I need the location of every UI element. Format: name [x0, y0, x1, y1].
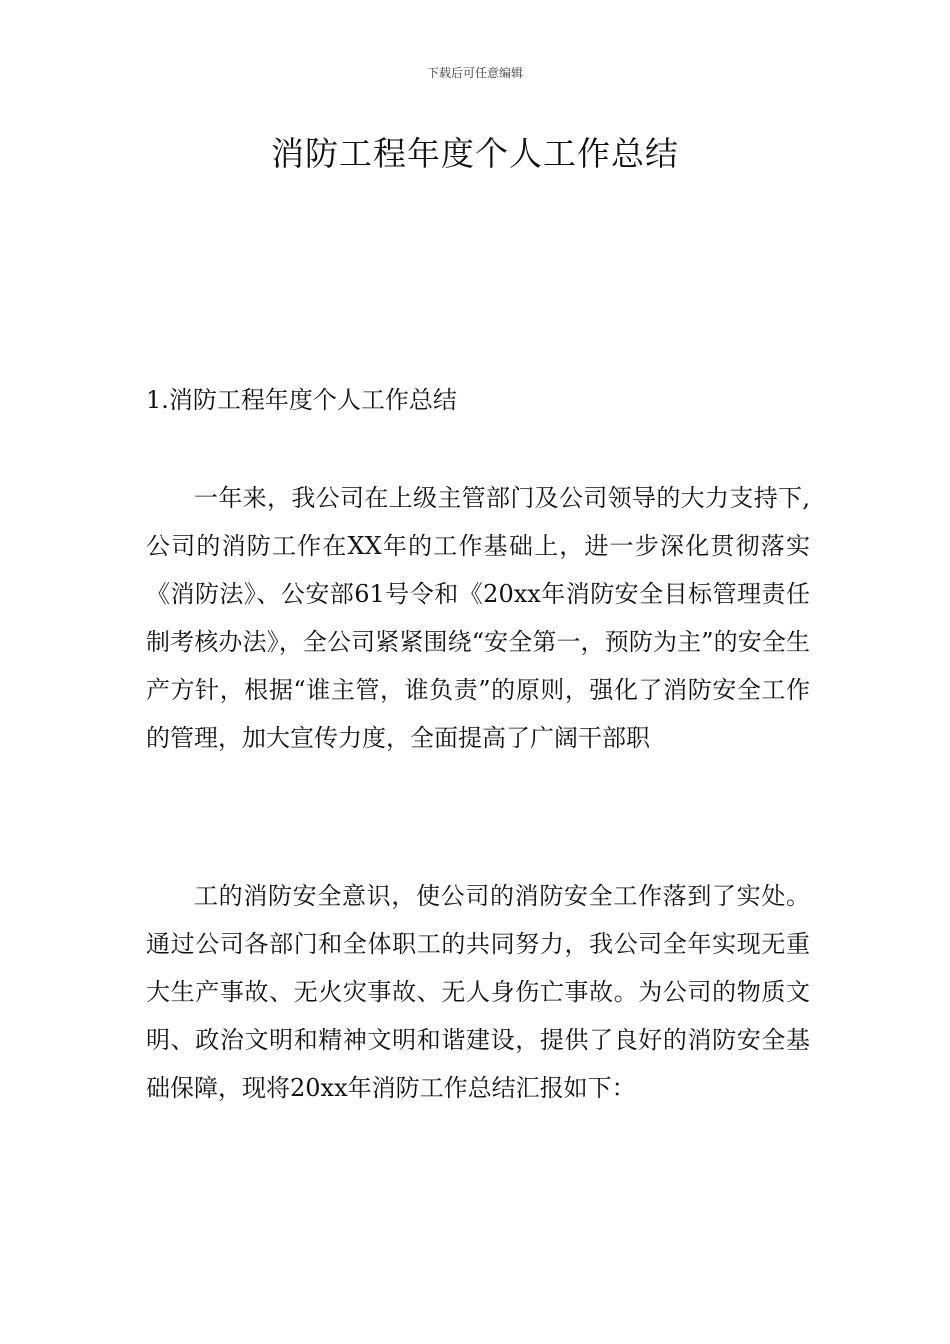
body-paragraph-2: 工的消防安全意识，使公司的消防安全工作落到了实处。通过公司各部门和全体职工的共同努力，我公司全年实现无重大生产事故、无火灾事故、无人身伤亡事故。为公司的物质文明、政治文明和精神文明和谐建设，提供了良好的消防安全基础保障，现将20xx年消防工作总结汇报如下：	[146, 882, 810, 1102]
document-title: 消防工程年度个人工作总结	[271, 134, 679, 173]
body-paragraph-1: 一年来，我公司在上级主管部门及公司领导的大力支持下,公司的消防工作在XX年的工作基础上，进一步深化贯彻落实《消防法》、公安部61号令和《20xx年消防安全目标管理责任制考核办法》，全公司紧紧围绕“安全第一，预防为主”的安全生产方针，根据“谁主管，谁负责”的原则，强化了消防安全工作的管理，加大宣传力度，全面提高了广阔干部职	[146, 484, 810, 752]
header-note: 下载后可任意编辑	[426, 66, 523, 80]
section-heading: 1.消防工程年度个人工作总结	[146, 386, 457, 414]
